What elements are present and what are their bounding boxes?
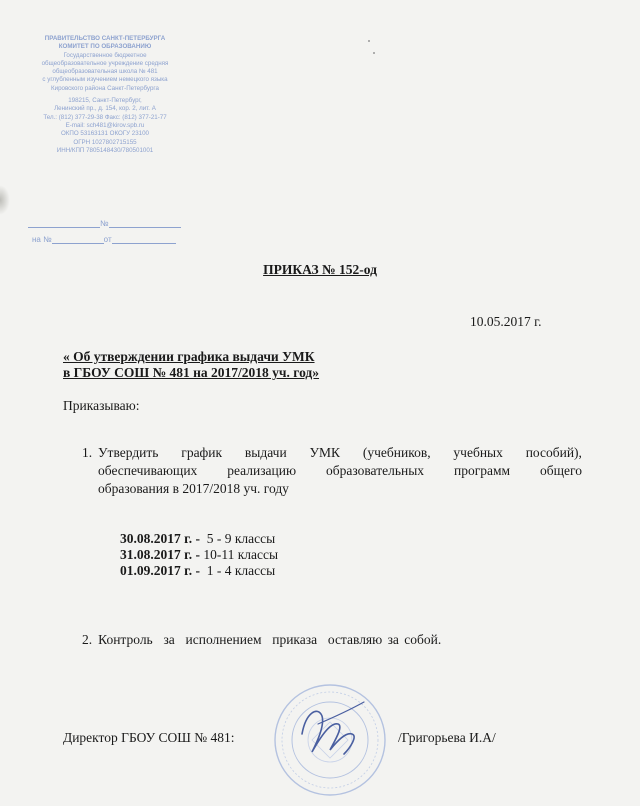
letterhead-line: общеобразовательное учреждение средняя xyxy=(41,59,169,67)
word: выдачи xyxy=(244,445,287,460)
letterhead-line: Ленинский пр., д. 154, кор. 2, лит. А xyxy=(54,105,156,113)
scan-speck xyxy=(368,40,370,42)
reg-no-label: № xyxy=(100,219,109,228)
schedule-row xyxy=(120,563,278,579)
word: учебных xyxy=(453,445,503,460)
issue-schedule xyxy=(120,531,278,579)
word: общего xyxy=(539,463,582,478)
item-number: 2. xyxy=(82,632,93,647)
word: обеспечивающих xyxy=(98,463,198,478)
item-text: Контроль за исполнением приказа оставляю за собой. xyxy=(98,632,442,647)
word: Утвердить xyxy=(98,445,159,460)
word: пособий), xyxy=(525,445,582,460)
from-label: от xyxy=(103,235,112,244)
item-text-line xyxy=(98,462,582,480)
schedule-grades: 1 - 4 классы xyxy=(206,563,276,578)
director-name: /Григорьева И.А/ xyxy=(398,730,496,745)
item-text-line: образования в 2017/2018 уч. году xyxy=(98,481,289,496)
schedule-separator: - xyxy=(192,563,207,578)
subject-line: в ГБОУ СОШ № 481 на 2017/2018 уч. год» xyxy=(63,365,320,380)
word: график xyxy=(181,445,223,460)
schedule-separator: - xyxy=(192,531,207,546)
schedule-grades: 5 - 9 классы xyxy=(206,531,276,546)
blank-line xyxy=(52,234,104,244)
schedule-row xyxy=(120,531,278,547)
blank-line xyxy=(28,218,100,228)
letterhead-line: КОМИТЕТ ПО ОБРАЗОВАНИЮ xyxy=(58,43,152,51)
blank-line xyxy=(109,218,181,228)
letterhead-line: 198215, Санкт-Петербург, xyxy=(68,97,142,105)
letterhead-line: с углубленным изучением немецкого языка xyxy=(42,76,168,84)
item-text xyxy=(98,444,582,498)
order-item-2 xyxy=(82,632,441,648)
schedule-grades: 10-11 классы xyxy=(203,547,279,562)
letterhead-line: Тел.: (812) 377-29-38 Факс: (812) 377-21-77 xyxy=(43,113,167,121)
schedule-date: 31.08.2017 г. xyxy=(120,547,193,562)
word: УМК xyxy=(309,445,341,460)
letterhead-line: ПРАВИТЕЛЬСТВО САНКТ-ПЕТЕРБУРГА xyxy=(44,35,166,42)
document-date: 10.05.2017 г. xyxy=(470,314,542,329)
registration-number-row xyxy=(28,212,181,228)
word: образовательных xyxy=(326,463,425,478)
word: (учебников, xyxy=(362,445,431,460)
word: программ xyxy=(453,463,511,478)
schedule-row xyxy=(120,547,278,563)
subject-line: « Об утверждении графика выдачи УМК xyxy=(63,349,315,364)
letterhead-line: Кировского района Санкт-Петербурга xyxy=(51,84,159,92)
schedule-separator: - xyxy=(192,547,204,562)
seal-core-ring xyxy=(308,718,352,762)
scan-shadow xyxy=(0,185,10,215)
in-reply-row xyxy=(32,228,181,244)
order-word: Приказываю: xyxy=(63,398,140,413)
schedule-date: 30.08.2017 г. xyxy=(120,531,193,546)
scan-speck xyxy=(373,52,375,54)
letterhead-line: ОГРН 1027802715155 xyxy=(73,138,137,146)
document-subject xyxy=(63,349,319,381)
registration-fields xyxy=(28,212,181,244)
letterhead-line: общеобразовательная школа № 481 xyxy=(52,68,158,76)
letterhead-line: Государственное бюджетное xyxy=(63,51,147,59)
letterhead-line: ИНН/КПП 7805148430/780501001 xyxy=(56,146,154,154)
letterhead-stamp xyxy=(10,35,200,155)
director-title: Директор ГБОУ СОШ № 481: xyxy=(63,730,235,745)
letterhead-line: ОКПО 53163131 ОКОГУ 23100 xyxy=(60,130,149,138)
schedule-date: 01.09.2017 г. xyxy=(120,563,193,578)
seal-inner-ring xyxy=(292,702,368,778)
blank-line xyxy=(112,234,176,244)
word: реализацию xyxy=(227,463,297,478)
document-title: ПРИКАЗ № 152-од xyxy=(263,262,377,277)
letterhead-line: E-mail: sch481@kirov.spb.ru xyxy=(65,121,145,129)
in-reply-label: на № xyxy=(32,235,52,244)
item-text-line xyxy=(98,444,582,462)
official-seal-with-signature xyxy=(272,682,388,798)
item-number: 1. xyxy=(82,445,93,460)
seal-text-ring xyxy=(282,692,378,788)
